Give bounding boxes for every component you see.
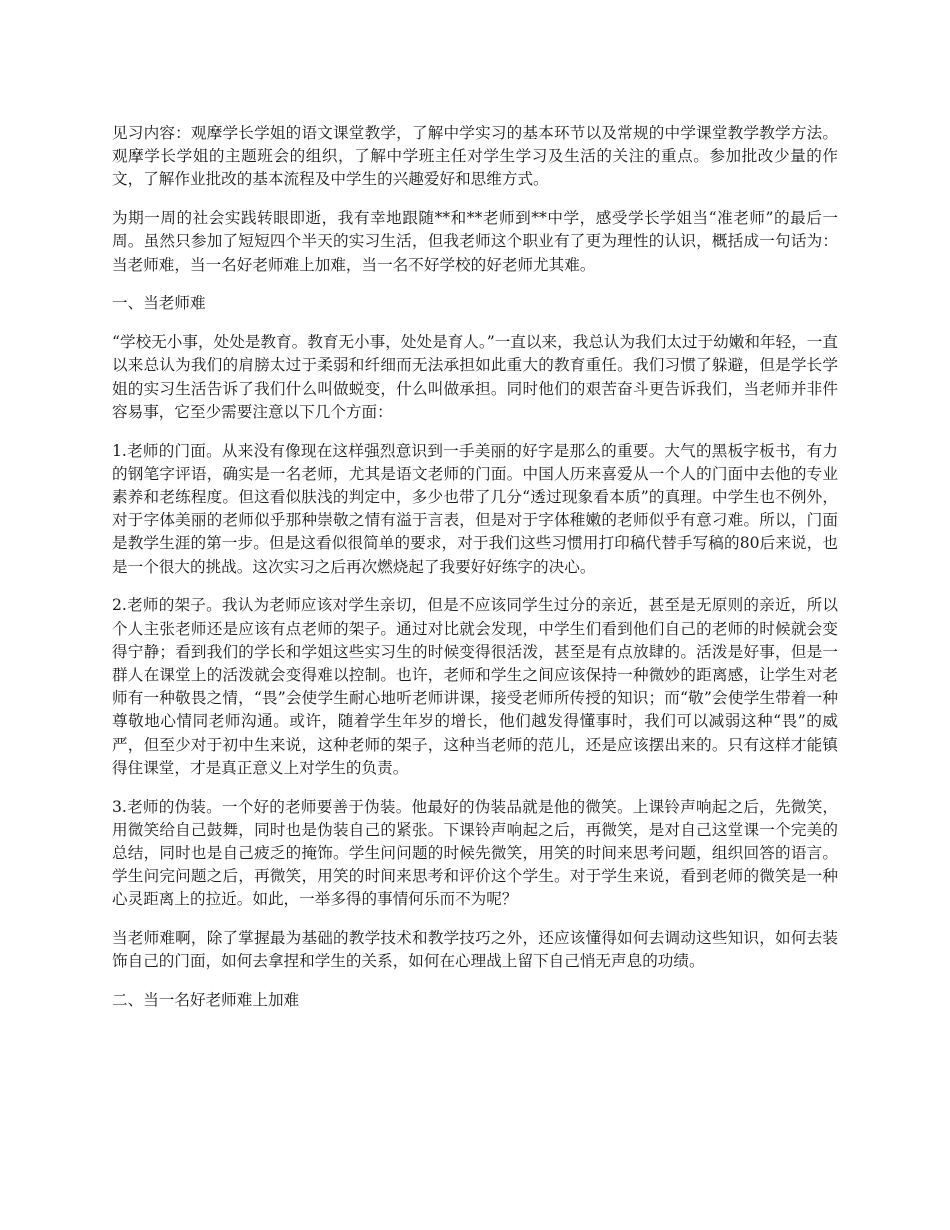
- section-heading-1: 一、当老师难: [112, 294, 206, 313]
- paragraph-point-2: 2.老师的架子。我认为老师应该对学生亲切，但是不应该同学生过分的亲近，甚至是无原则的亲近，所以个人主张老师还是应该有点老师的架子。通过对比就会发现，中学生们看到他们自己的老师的时候就会变得宁静；看到我们的学长和学姐这些实习生的时候变得很活泼，甚至是有点放肆的。活泼是好事，但是一群人在课堂上的活泼就会变得难以控制。也许，老师和学生之间应该保持一种微妙的距离感，让学生对老师有一种敬畏之情，“畏”会使学生耐心地听老师讲课，接受老师所传授的知识；而“敬”会使学生带着一种尊敬地心情同老师沟通。或许，随着学生年岁的增长，他们越发得懂事时，我们可以减弱这种“畏”的威严，但至少对于初中生来说，这种老师的架子，这种当老师的范儿，还是应该摆出来的。只有这样才能镇得住课堂，才是真正意义上对学生的负责。: [112, 596, 838, 777]
- paragraph-point-1: 1.老师的门面。从来没有像现在这样强烈意识到一手美丽的好字是那么的重要。大气的黑板字板书，有力的钢笔字评语，确实是一名老师，尤其是语文老师的门面。中国人历来喜爱从一个人的门面中去他的专业素养和老练程度。但这看似肤浅的判定中，多少也带了几分“透过现象看本质”的真理。中学生也不例外，对于字体美丽的老师似乎那种崇敬之情有溢于言表，但是对于字体稚嫩的老师似乎有意刁难。所以，门面是教学生涯的第一步。但是这看似很简单的要求，对于我们这些习惯用打印稿代替手写稿的80后来说，也是一个很大的挑战。这次实习之后再次燃烧起了我要好好练字的决心。: [112, 441, 838, 576]
- paragraph-section-1-summary: 当老师难啊，除了掌握最为基础的教学技术和教学技巧之外，还应该懂得如何去调动这些知识，如何去装饰自己的门面，如何去拿捏和学生的关系，如何在心理战上留下自己悄无声息的功绩。: [112, 929, 838, 971]
- section-heading-2: 二、当一名好老师难上加难: [112, 991, 300, 1010]
- paragraph-section-1-intro: “学校无小事，处处是教育。教育无小事，处处是育人。”一直以来，我总认为我们太过于幼嫩和年轻，一直以来总认为我们的肩膀太过于柔弱和纤细而无法承担如此重大的教育重任。我们习惯了躲避，但是学长学姐的实习生活告诉了我们什么叫做蜕变，什么叫做承担。同时他们的艰苦奋斗更告诉我们，当老师并非件容易事，它至少需要注意以下几个方面：: [112, 333, 838, 421]
- paragraph-point-3: 3.老师的伪装。一个好的老师要善于伪装。他最好的伪装品就是他的微笑。上课铃声响起之后，先微笑，用微笑给自己鼓舞，同时也是伪装自己的紧张。下课铃声响起之后，再微笑，是对自己这堂课一个完美的总结，同时也是自己疲乏的掩饰。学生问问题的时候先微笑，用笑的时间来思考问题，组织回答的语言。学生问完问题之后，再微笑，用笑的时间来思考和评价这个学生。对于学生来说，看到老师的微笑是一种心灵距离上的拉近。如此，一举多得的事情何乐而不为呢？: [112, 797, 838, 909]
- paragraph-observation-content: 见习内容：观摩学长学姐的语文课堂教学，了解中学实习的基本环节以及常规的中学课堂教学教学方法。观摩学长学姐的主题班会的组织，了解中学班主任对学生学习及生活的关注的重点。参加批改少量的作文，了解作业批改的基本流程及中学生的兴趣爱好和思维方式。: [112, 124, 838, 189]
- paragraph-introduction: 为期一周的社会实践转眼即逝，我有幸地跟随**和**老师到**中学，感受学长学姐当“准老师”的最后一周。虽然只参加了短短四个半天的实习生活，但我老师这个职业有了更为理性的认识，概括成一句话为：当老师难，当一名好老师难上加难，当一名不好学校的好老师尤其难。: [112, 209, 838, 274]
